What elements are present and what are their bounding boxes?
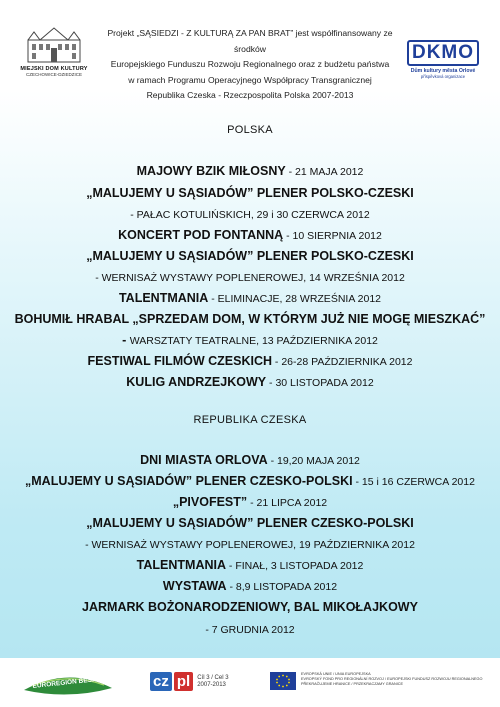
event-line: - WERNISAŻ WYSTAWY POPLENEROWEJ, 19 PAŹDZIERNIKA 2012 bbox=[85, 539, 415, 551]
eu-stars-icon bbox=[270, 672, 296, 690]
event-line: BOHUMIŁ HRABAL „SPRZEDAM DOM, W KTÓRYM JUŻ NIE MOGĘ MIESZKAĆ” bbox=[14, 312, 486, 326]
header-line-1: Projekt „SĄSIEDZI - Z KULTURĄ ZA PAN BRAT” jest współfinansowany ze środków bbox=[107, 28, 393, 54]
event-line: - WARSZTATY TEATRALNE, 13 PAŹDZIERNIKA 2012 bbox=[122, 333, 378, 347]
event-line: JARMARK BOŻONARODZENIOWY, BAL MIKOŁAJKOWY bbox=[82, 600, 418, 614]
left-logo-line1: MIEJSKI DOM KULTURY bbox=[20, 66, 88, 72]
building-icon bbox=[24, 26, 84, 64]
pl-mark: pl bbox=[174, 672, 193, 691]
dkmo-mark: DKMO bbox=[407, 40, 479, 66]
section-heading-republika-czeska: REPUBLIKA CZESKA bbox=[193, 414, 307, 426]
header-line-4: Republika Czeska - Rzeczpospolita Polska 2007-2013 bbox=[146, 90, 354, 101]
event-line: „MALUJEMY U SĄSIADÓW” PLENER CZESKO-POLSKI bbox=[86, 516, 414, 530]
event-line: „MALUJEMY U SĄSIADÓW” PLENER CZESKO-POLSKI - 15 i 16 CZERWCA 2012 bbox=[25, 474, 475, 488]
header-line-2: Europejskiego Funduszu Rozwoju Regionalnego oraz z budżetu państwa bbox=[110, 59, 390, 70]
event-line: FESTIWAL FILMÓW CZESKICH - 26-28 PAŹDZIERNIKA 2012 bbox=[87, 354, 413, 368]
program-label: Cíl 3 / Cel 3 2007-2013 bbox=[197, 674, 229, 688]
event-line: „MALUJEMY U SĄSIADÓW” PLENER POLSKO-CZESKI bbox=[86, 186, 414, 200]
eu-funding-text: EVROPSKÁ UNIE / UNIA EUROPEJSKA EVROPSKÝ FOND PRO REGIONÁLNÍ ROZVOJ / EUROPEJSKI FUNDUSZ ROZWOJU REGIONALNEGO PŘEKRAČUJEME HRANICE / PRZEKRACZAMY GRANICE bbox=[301, 672, 483, 687]
event-line: MAJOWY BZIK MIŁOSNY - 21 MAJA 2012 bbox=[136, 164, 364, 178]
event-line: TALENTMANIA - ELIMINACJE, 28 WRZEŚNIA 2012 bbox=[118, 291, 382, 305]
event-line: „MALUJEMY U SĄSIADÓW” PLENER POLSKO-CZESKI bbox=[86, 249, 414, 263]
event-line: - 7 GRUDNIA 2012 bbox=[205, 624, 295, 636]
event-line: „PIVOFEST” - 21 LIPCA 2012 bbox=[172, 495, 328, 509]
left-logo-line2: CZECHOWICE-DZIEDZICE bbox=[26, 72, 82, 77]
event-line: KONCERT POD FONTANNĄ - 10 SIERPNIA 2012 bbox=[118, 228, 382, 242]
event-line: - WERNISAŻ WYSTAWY POPLENEROWEJ, 14 WRZEŚNIA 2012 bbox=[95, 272, 405, 284]
cz-mark: cz bbox=[150, 672, 172, 691]
euroregion-label: EUROREGION BESKIDY bbox=[32, 675, 108, 690]
czpl-program-logo bbox=[150, 672, 229, 691]
header-line-3: w ramach Programu Operacyjnego Współpracy Transgranicznej bbox=[128, 74, 372, 85]
section-heading-polska: POLSKA bbox=[227, 124, 273, 136]
event-line: WYSTAWA - 8,9 LISTOPADA 2012 bbox=[162, 579, 338, 593]
event-line: DNI MIASTA ORLOVA - 19,20 MAJA 2012 bbox=[140, 453, 360, 467]
event-line: TALENTMANIA - FINAŁ, 3 LISTOPADA 2012 bbox=[136, 558, 364, 572]
euroregion-beskidy-logo bbox=[18, 668, 118, 705]
event-line: KULIG ANDRZEJKOWY - 30 LISTOPADA 2012 bbox=[126, 375, 374, 389]
right-logo-line2: příspěvková organizace bbox=[420, 74, 466, 79]
dkmo-logo bbox=[404, 40, 482, 79]
event-line: - PAŁAC KOTULIŃSKICH, 29 i 30 CZERWCA 2012 bbox=[130, 209, 370, 221]
right-logo-line1: Dům kultury města Orlové bbox=[410, 68, 476, 74]
project-funding-note bbox=[100, 26, 400, 104]
eu-flag-icon bbox=[270, 672, 296, 690]
eu-funding-logo bbox=[270, 672, 496, 690]
miejski-dom-kultury-logo bbox=[18, 26, 90, 77]
